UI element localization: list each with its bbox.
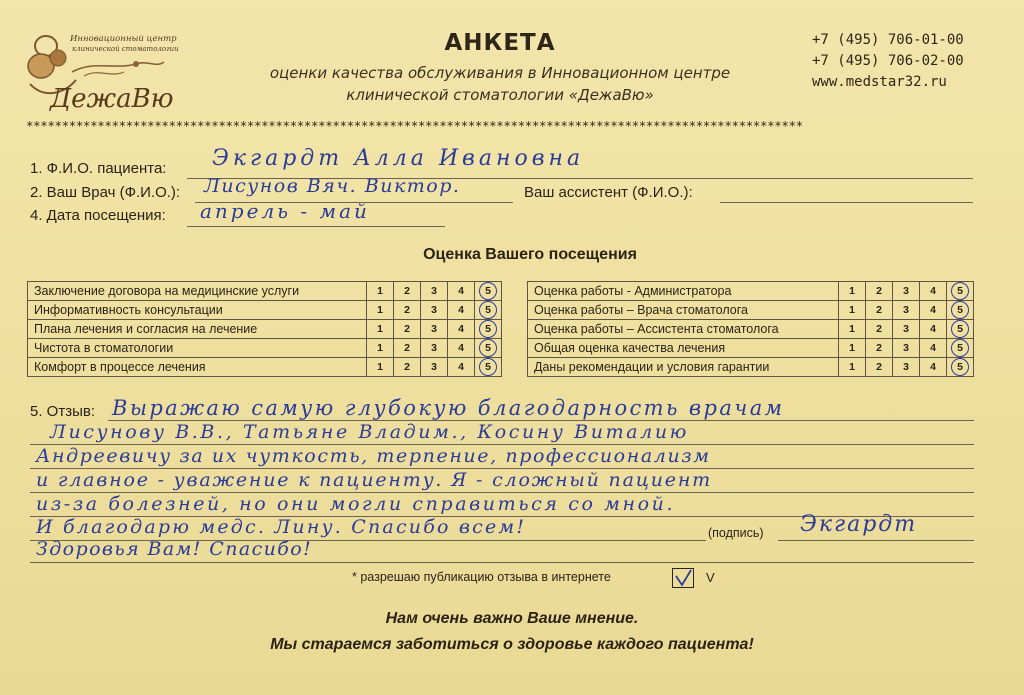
review-line-4[interactable]: и главное - уважение к пациенту. Я - сложный пациент [36,469,712,491]
rating-score-selected[interactable] [947,282,974,301]
rating-score-selected[interactable] [475,301,502,320]
doctor-name-label: 2. Ваш Врач (Ф.И.О.): [30,184,181,201]
rating-row [528,282,974,301]
rating-score-option[interactable]: 2 [394,282,421,301]
rating-score-option[interactable]: 3 [893,339,920,358]
rating-score-option[interactable]: 4 [448,339,475,358]
website: www.medstar32.ru [812,74,947,90]
logo-tagline-1: Инновационный центр [70,34,177,44]
rating-row [528,358,974,377]
rating-criterion: Оценка работы – Врача стоматолога [528,301,839,320]
contact-block [812,30,992,93]
rating-score-option[interactable]: 4 [920,301,947,320]
logo-brand: ДежаВю [50,84,174,114]
review-line-6[interactable]: И благодарю медс. Лину. Спасибо всем! [36,516,527,538]
rating-score-selected[interactable] [947,301,974,320]
footer-line-2: Мы стараемся заботиться о здоровье каждого пациента! [270,636,754,653]
publish-consent-mark: V [706,570,715,585]
review-line-5[interactable]: из-за болезней, но они могли справиться со мной. [36,493,676,515]
rating-criterion: Чистота в стоматологии [28,339,367,358]
footer-line-1: Нам очень важно Ваше мнение. [385,610,639,627]
rating-score-option[interactable]: 3 [421,358,448,377]
rating-score-option[interactable]: 1 [367,339,394,358]
rating-criterion: Даны рекомендации и условия гарантии [528,358,839,377]
ratings-table-left [27,281,502,377]
rating-score-value: 5 [951,282,969,300]
rating-score-value: 5 [951,358,969,376]
rating-score-option[interactable]: 1 [839,339,866,358]
rating-score-option[interactable]: 2 [866,358,893,377]
review-line-2[interactable]: Лисунову В.В., Татьяне Владим., Косину Виталию [50,421,689,443]
publish-consent-note: * разрешаю публикацию отзыва в интернете [352,570,611,584]
rating-score-selected[interactable] [475,339,502,358]
review-label: 5. Отзыв: [30,403,96,420]
form-subtitle-2: клинической стоматологии «ДежаВю» [346,86,654,104]
assistant-name-label: Ваш ассистент (Ф.И.О.): [524,184,693,201]
rating-score-option[interactable]: 2 [866,320,893,339]
rating-score-option[interactable]: 1 [839,320,866,339]
ratings-section-title: Оценка Вашего посещения [423,246,637,263]
rating-score-option[interactable]: 4 [448,358,475,377]
rating-score-option[interactable]: 2 [394,301,421,320]
star-separator: ************************************************************************************************************* [26,118,803,133]
rating-score-value: 5 [479,320,497,338]
rating-criterion: Заключение договора на медицинские услуги [28,282,367,301]
rating-criterion: Общая оценка качества лечения [528,339,839,358]
rating-score-option[interactable]: 1 [839,358,866,377]
rating-score-option[interactable]: 1 [839,301,866,320]
ratings-table-right [527,281,974,377]
rating-score-value: 5 [479,282,497,300]
rating-score-value: 5 [951,320,969,338]
rating-score-option[interactable]: 4 [920,320,947,339]
rating-score-value: 5 [951,339,969,357]
rating-score-option[interactable]: 2 [394,358,421,377]
rating-score-selected[interactable] [947,339,974,358]
rating-score-option[interactable]: 3 [893,320,920,339]
signature-value[interactable]: Экгардт [800,512,918,537]
doctor-name-value[interactable]: Лисунов Вяч. Виктор. [204,175,461,197]
rating-score-option[interactable]: 4 [920,282,947,301]
rating-score-option[interactable]: 3 [421,320,448,339]
rating-score-option[interactable]: 1 [367,358,394,377]
rating-score-option[interactable]: 2 [866,301,893,320]
form-subtitle-1: оценки качества обслуживания в Инновационном центре [269,64,731,82]
review-line-3[interactable]: Андреевичу за их чуткость, терпение, профессионализм [36,445,711,467]
rating-score-selected[interactable] [947,358,974,377]
publish-consent-checkbox[interactable] [672,568,694,588]
rating-score-option[interactable]: 3 [421,301,448,320]
patient-name-value[interactable]: Экгардт Алла Ивановна [212,146,585,171]
visit-date-value[interactable]: апрель - май [200,199,370,223]
rating-score-option[interactable]: 2 [394,320,421,339]
rating-row [528,320,974,339]
rating-score-option[interactable]: 4 [448,320,475,339]
rating-row [28,339,502,358]
checkmark-icon [673,569,693,587]
clinic-logo [24,24,184,114]
rating-score-option[interactable]: 4 [448,301,475,320]
rating-score-option[interactable]: 3 [421,339,448,358]
signature-line [778,540,974,541]
rating-score-value: 5 [951,301,969,319]
rating-criterion: Оценка работы - Администратора [528,282,839,301]
phone-2: +7 (495) 706-02-00 [812,53,964,69]
form-title: АНКЕТА [444,30,556,56]
signature-label: (подпись) [708,526,764,540]
assistant-name-line [720,202,973,203]
rating-row [528,339,974,358]
rating-score-option[interactable]: 1 [839,282,866,301]
review-line-1[interactable]: Выражаю самую глубокую благодарность врачам [112,396,785,420]
rating-score-value: 5 [479,301,497,319]
visit-date-line [187,226,445,227]
rating-score-option[interactable]: 2 [394,339,421,358]
phone-1: +7 (495) 706-01-00 [812,32,964,48]
rating-criterion: Оценка работы – Ассистента стоматолога [528,320,839,339]
rating-row [528,301,974,320]
rating-score-option[interactable]: 4 [920,358,947,377]
rating-row [28,320,502,339]
rating-row [28,282,502,301]
patient-name-label: 1. Ф.И.О. пациента: [30,160,167,177]
rating-criterion: Комфорт в процессе лечения [28,358,367,377]
rating-score-option[interactable]: 1 [367,301,394,320]
rating-score-option[interactable]: 2 [866,282,893,301]
rating-score-option[interactable]: 2 [866,339,893,358]
rating-score-value: 5 [479,339,497,357]
rating-score-option[interactable]: 3 [893,358,920,377]
review-line-7[interactable]: Здоровья Вам! Спасибо! [36,538,313,560]
rating-criterion: Информативность консультации [28,301,367,320]
rating-score-option[interactable]: 4 [448,282,475,301]
rating-score-option[interactable]: 1 [367,320,394,339]
rating-score-option[interactable]: 1 [367,282,394,301]
rating-score-value: 5 [479,358,497,376]
rating-score-option[interactable]: 3 [421,282,448,301]
visit-date-label: 4. Дата посещения: [30,207,166,224]
logo-tagline-2: клинической стоматологии [72,45,179,53]
rating-criterion: Плана лечения и согласия на лечение [28,320,367,339]
rating-score-option[interactable]: 3 [893,282,920,301]
rating-score-option[interactable]: 3 [893,301,920,320]
rating-score-selected[interactable] [947,320,974,339]
review-rule [30,562,974,563]
rating-score-selected[interactable] [475,358,502,377]
rating-score-option[interactable]: 4 [920,339,947,358]
rating-row [28,358,502,377]
rating-score-selected[interactable] [475,282,502,301]
rating-row [28,301,502,320]
rating-score-selected[interactable] [475,320,502,339]
